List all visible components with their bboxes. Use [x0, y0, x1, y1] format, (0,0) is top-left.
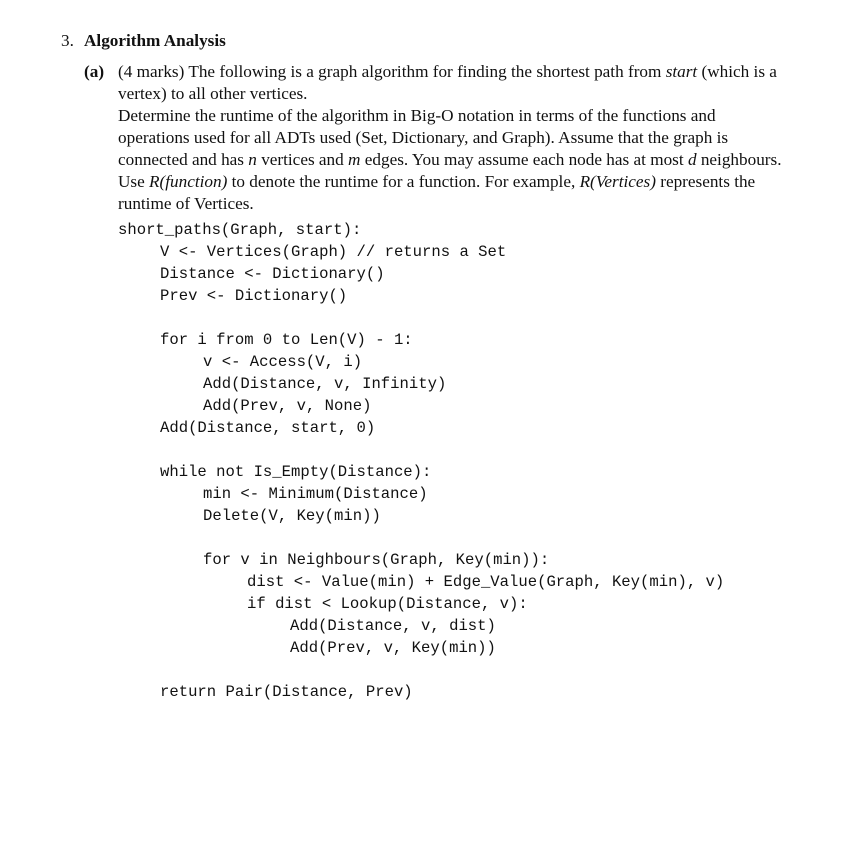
part-label: (a) [84, 62, 105, 81]
code-line: Add(Prev, v, None) [203, 397, 372, 415]
para-text: Use [118, 172, 145, 191]
intro-line-2: vertex) to all other vertices. [118, 84, 308, 103]
para-text: to denote the runtime for a function. For example, [231, 172, 576, 191]
r-function: R(function) [149, 172, 228, 191]
start-word: start [665, 62, 698, 81]
d-variable: d [687, 150, 697, 169]
marks: (4 marks) [118, 62, 185, 81]
code-line: Add(Distance, start, 0) [160, 419, 376, 437]
code-line: return Pair(Distance, Prev) [160, 683, 413, 701]
para-text: vertices and [261, 150, 344, 169]
paragraph-line-3 [118, 149, 782, 171]
part-intro-line [118, 61, 777, 83]
code-line: min <- Minimum(Distance) [203, 485, 428, 503]
code-block [118, 219, 724, 703]
code-line: v <- Access(V, i) [203, 353, 363, 371]
code-line: Add(Distance, v, Infinity) [203, 375, 447, 393]
code-line [118, 659, 724, 681]
paragraph-line-4 [118, 171, 755, 193]
code-line: if dist < Lookup(Distance, v): [247, 595, 528, 613]
code-line: Add(Prev, v, Key(min)) [290, 639, 496, 657]
paragraph-line-1: Determine the runtime of the algorithm in Big-O notation in terms of the functions and [118, 106, 716, 125]
para-text: edges. You may assume each node has at most [364, 150, 684, 169]
code-line: Add(Distance, v, dist) [290, 617, 496, 635]
code-line: for i from 0 to Len(V) - 1: [160, 331, 413, 349]
question-number: 3. [61, 31, 74, 50]
code-line: V <- Vertices(Graph) // returns a Set [160, 243, 507, 261]
para-text: connected and has [118, 150, 244, 169]
code-line [118, 439, 724, 461]
code-line: Prev <- Dictionary() [160, 287, 348, 305]
code-line: short_paths(Graph, start): [118, 221, 362, 239]
paragraph-line-2: operations used for all ADTs used (Set, Dictionary, and Graph). Assume that the graph is [118, 128, 729, 147]
n-variable: n [248, 150, 257, 169]
code-line [118, 527, 724, 549]
code-line: Distance <- Dictionary() [160, 265, 385, 283]
code-line: Delete(V, Key(min)) [203, 507, 381, 525]
code-line: for v in Neighbours(Graph, Key(min)): [203, 551, 550, 569]
code-line: dist <- Value(min) + Edge_Value(Graph, Key(min), v) [247, 573, 725, 591]
question-title: Algorithm Analysis [84, 31, 226, 50]
m-variable: m [348, 150, 361, 169]
r-vertices: R(Vertices) [579, 172, 656, 191]
intro-text: The following is a graph algorithm for finding the shortest path from [188, 62, 662, 81]
code-line: while not Is_Empty(Distance): [160, 463, 432, 481]
paragraph-line-5: runtime of Vertices. [118, 194, 254, 213]
para-text: represents the [660, 172, 756, 191]
para-text: neighbours. [700, 150, 782, 169]
intro-text-end: (which is a [701, 62, 777, 81]
code-line [118, 307, 724, 329]
